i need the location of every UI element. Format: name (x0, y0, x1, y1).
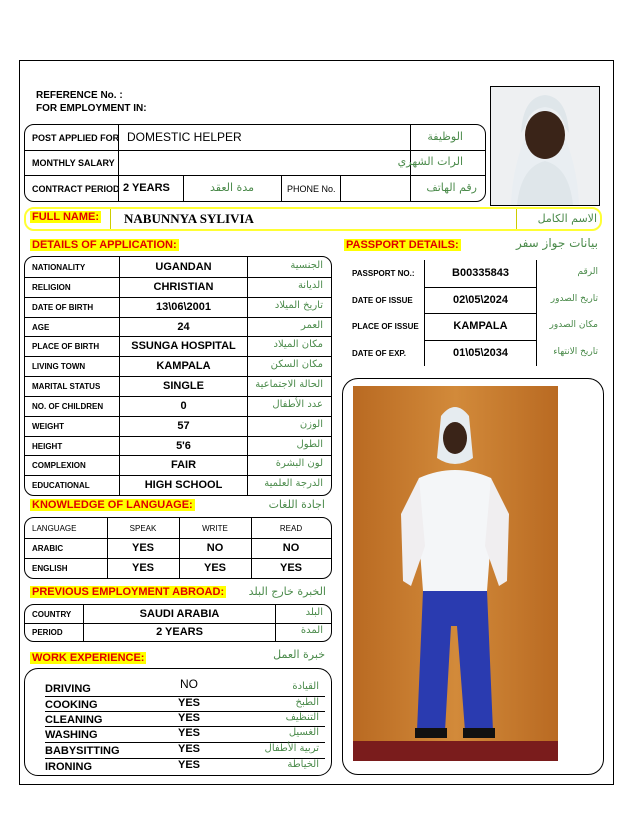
full-name-value: NABUNNYA SYLIVIA (124, 211, 254, 226)
app-row-label: AGE (32, 322, 50, 332)
post-applied-label: POST APPLIED FOR (32, 133, 120, 143)
pp-col-divider-2 (536, 260, 537, 366)
app-row-ar: لون البشرة (275, 458, 323, 470)
app-row-value: 5'6 (176, 439, 191, 452)
full-name-label: FULL NAME: (32, 211, 100, 223)
pp-row-line (424, 313, 536, 314)
app-row-label: RELIGION (32, 282, 71, 292)
language-title-ar: اجادة اللغات (268, 498, 325, 511)
previous-box (24, 604, 332, 642)
app-row-ar: الوزن (299, 418, 323, 430)
exp-row-value: YES (177, 712, 200, 724)
app-row-label: DATE OF BIRTH (32, 302, 94, 312)
lang-speak-value: YES (131, 562, 154, 574)
lang-write-value: NO (206, 542, 224, 554)
pp-row-value: 01\05\2034 (452, 346, 509, 359)
app-row-ar: الديانة (297, 279, 323, 291)
pp-row-value: B00335843 (452, 267, 509, 279)
language-title: KNOWLEDGE OF LANGUAGE: (32, 499, 193, 511)
exp-row-label: IRONING (45, 761, 93, 773)
exp-row-value: YES (177, 697, 200, 709)
app-row-value: 57 (177, 419, 190, 432)
exp-row-ar: الطبخ (295, 697, 319, 708)
exp-row-ar: التنظيف (285, 712, 319, 723)
prev-row-line (25, 623, 331, 624)
app-row-ar: العمر (301, 319, 323, 331)
app-row-value: 0 (180, 399, 187, 412)
phone-label: PHONE No. (287, 184, 336, 194)
pp-row-ar: الرقم (577, 267, 598, 277)
pp-row-ar: تاريخ الصدور (550, 293, 598, 304)
salary-label: MONTHLY SALARY (32, 158, 115, 168)
pp-row-label: DATE OF ISSUE (352, 295, 413, 305)
app-row-label: LIVING TOWN (32, 362, 86, 372)
pp-row-value: 02\05\2024 (452, 293, 509, 306)
experience-box (24, 668, 332, 776)
passport-title-ar: بيانات جواز سفر (515, 236, 598, 250)
app-row-ar: مكان الميلاد (273, 339, 323, 351)
app-row-label: NATIONALITY (32, 263, 86, 272)
app-row-line (25, 475, 331, 476)
portrait-image (491, 87, 599, 205)
lang-read-value: NO (282, 542, 300, 554)
exp-row-value: YES (177, 743, 200, 755)
pp-row-value: KAMPALA (453, 320, 508, 332)
contract-value: 2 YEARS (123, 182, 170, 194)
exp-row-ar: تربية الأطفال (264, 743, 319, 754)
app-row-ar: الدرجة العلمية (264, 478, 323, 490)
prev-row-label: PERIOD (32, 628, 63, 637)
previous-title: PREVIOUS EMPLOYMENT ABROAD: (32, 586, 225, 598)
exp-row-value: NO (180, 677, 198, 691)
full-name-box (24, 207, 602, 231)
prev-row-ar: البلد (305, 607, 323, 618)
app-row-ar: الطول (296, 438, 323, 450)
pp-row-ar: تاريخ الانتهاء (553, 346, 598, 357)
lang-write-value: YES (203, 562, 226, 574)
passport-box (344, 260, 602, 366)
app-row-ar: الجنسية (290, 260, 323, 271)
full-body-photo (353, 386, 558, 761)
app-row-line (25, 436, 331, 437)
app-row-label: NO. OF CHILDREN (32, 401, 104, 411)
app-row-value: FAIR (170, 459, 197, 472)
app-row-line (25, 416, 331, 417)
app-row-value: 24 (177, 320, 190, 333)
post-applied-ar: الوظيفة (427, 130, 463, 143)
lang-header: WRITE (202, 524, 228, 533)
post-box (24, 124, 486, 202)
app-row-value: 13\06\2001 (155, 300, 212, 313)
app-row-value: HIGH SCHOOL (144, 479, 223, 492)
app-row-label: WEIGHT (32, 421, 64, 431)
contract-label: CONTRACT PERIOD (32, 184, 120, 194)
lang-read-value: YES (279, 562, 302, 574)
exp-row-value: YES (177, 759, 200, 771)
app-row-label: MARITAL STATUS (32, 382, 101, 391)
app-row-value: UGANDAN (155, 261, 212, 273)
app-row-label: HEIGHT (32, 441, 63, 451)
app-row-ar: تاريخ الميلاد (274, 299, 323, 311)
app-row-label: COMPLEXION (32, 461, 86, 471)
prev-row-label: COUNTRY (32, 610, 72, 619)
pp-row-label: PLACE OF ISSUE (352, 322, 419, 331)
lang-header: READ (279, 524, 303, 533)
app-row-line (25, 277, 331, 278)
app-row-value: KAMPALA (156, 360, 211, 373)
lang-name: ARABIC (32, 544, 64, 553)
exp-row-ar: القيادة (292, 681, 319, 692)
passport-title: PASSPORT DETAILS: (346, 239, 459, 251)
contract-ar: مدة العقد (210, 181, 254, 194)
prev-row-ar: المدة (300, 625, 323, 636)
app-row-label: EDUCATIONAL (32, 481, 90, 491)
prev-row-value: SAUDI ARABIA (139, 608, 220, 620)
pp-row-label: PASSPORT NO.: (352, 269, 415, 278)
exp-row-ar: الخياطة (287, 759, 319, 770)
full-body-image (353, 386, 558, 761)
app-row-line (25, 336, 331, 337)
lang-row-line (25, 558, 331, 559)
application-title: DETAILS OF APPLICATION: (32, 239, 177, 251)
app-row-ar: عدد الأطفال (272, 398, 323, 410)
exp-row-value: YES (177, 727, 200, 739)
lang-row-line (25, 538, 331, 539)
language-box (24, 517, 332, 579)
pp-row-line (424, 287, 536, 288)
experience-title: WORK EXPERIENCE: (32, 652, 145, 664)
app-row-line (25, 376, 331, 377)
portrait-photo (490, 86, 600, 206)
salary-ar: الرات الشهري (397, 155, 463, 168)
app-row-line (25, 396, 331, 397)
post-applied-value: DOMESTIC HELPER (127, 130, 242, 144)
lang-header: LANGUAGE (32, 524, 77, 533)
app-row-value: CHRISTIAN (153, 280, 214, 293)
full-name-ar: الاسم الكامل (537, 212, 597, 225)
reference-label: REFERENCE No. : (36, 90, 123, 101)
exp-row-label: COOKING (45, 699, 98, 711)
app-row-ar: مكان السكن (270, 359, 323, 371)
phone-ar: رقم الهاتف (426, 181, 477, 194)
exp-row-ar: الغسيل (288, 727, 319, 738)
experience-title-ar: خبرة العمل (273, 648, 325, 661)
app-row-line (25, 297, 331, 298)
app-row-line (25, 455, 331, 456)
exp-row-label: CLEANING (45, 714, 103, 726)
exp-row-label: BABYSITTING (45, 745, 120, 757)
app-row-ar: الحالة الاجتماعية (255, 379, 323, 390)
lang-header: SPEAK (129, 524, 157, 533)
employment-label: FOR EMPLOYMENT IN: (36, 103, 147, 114)
previous-title-ar: الخبرة خارج البلد (248, 585, 326, 598)
app-row-line (25, 356, 331, 357)
application-box (24, 256, 332, 496)
app-row-value: SINGLE (163, 380, 204, 392)
app-row-line (25, 317, 331, 318)
pp-row-ar: مكان الصدور (549, 320, 598, 330)
exp-row-label: WASHING (45, 729, 98, 741)
pp-row-label: DATE OF EXP. (352, 348, 406, 358)
app-row-label: PLACE OF BIRTH (32, 342, 100, 352)
lang-speak-value: YES (131, 542, 154, 554)
pp-row-line (424, 340, 536, 341)
app-row-value: SSUNGA HOSPITAL (131, 340, 236, 353)
lang-name: ENGLISH (32, 564, 68, 573)
exp-row-label: DRIVING (45, 683, 91, 695)
prev-row-value: 2 YEARS (156, 626, 203, 638)
